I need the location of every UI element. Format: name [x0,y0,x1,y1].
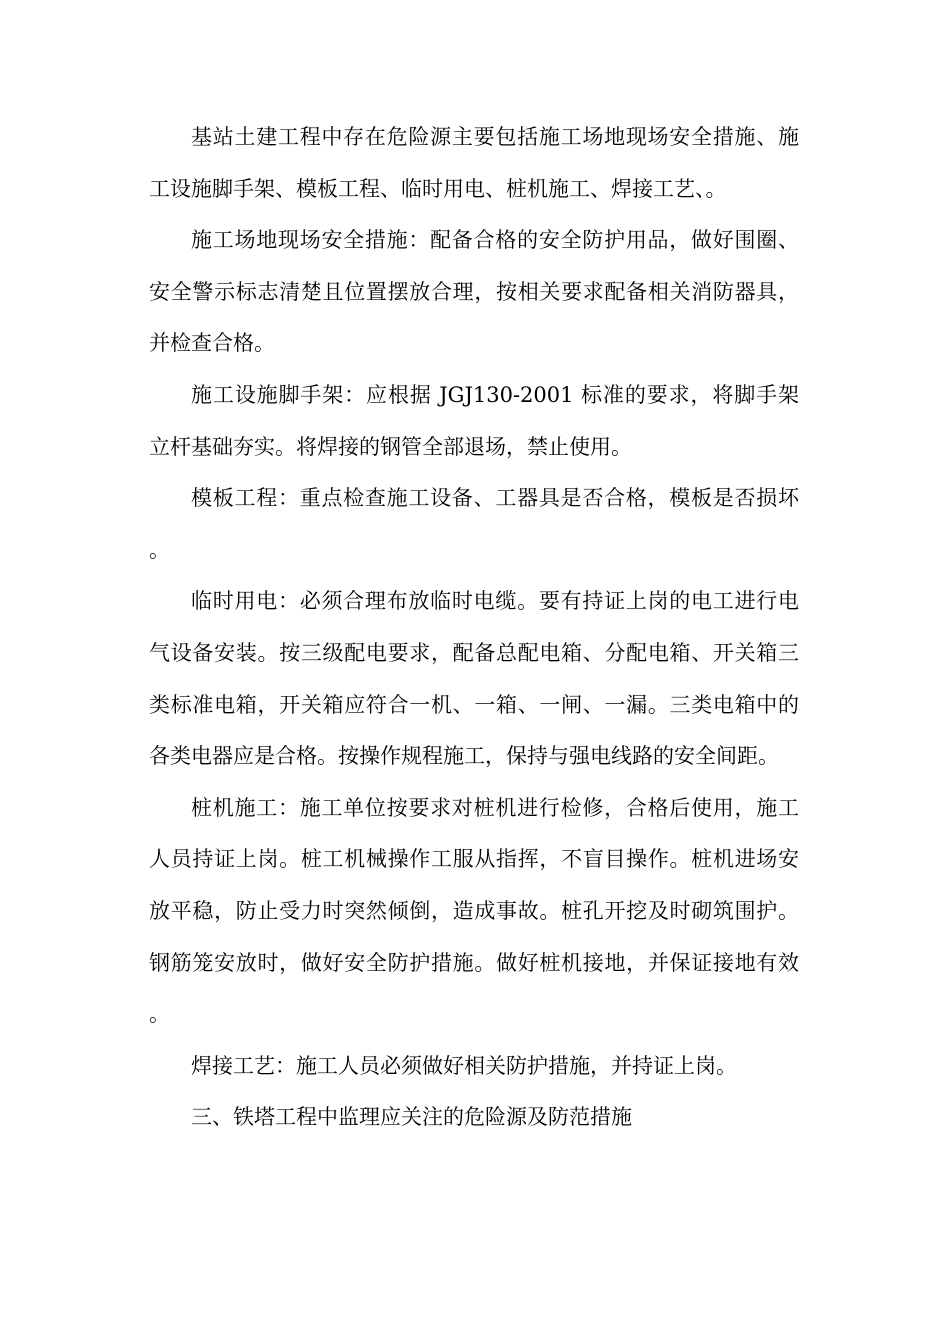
document-body [149,112,799,1144]
paragraph-site-safety: 施工场地现场安全措施：配备合格的安全防护用品，做好围圈、安全警示标志清楚且位置摆放合理，按相关要求配备相关消防器具，并检查合格。 [149,228,799,356]
paragraph-pile-driver: 桩机施工：施工单位按要求对桩机进行检修，合格后使用，施工人员持证上岗。桩工机械操作工服从指挥，不盲目操作。桩机进场安放平稳，防止受力时突然倾倒，造成事故。桩孔开挖及时砌筑围护。钢筋笼安放时，做好安全防护措施。做好桩机接地，并保证接地有效。 [149,795,799,1027]
paragraph-temporary-power: 临时用电：必须合理布放临时电缆。要有持证上岗的电工进行电气设备安装。按三级配电要求，配备总配电箱、分配电箱、开关箱三类标准电箱，开关箱应符合一机、一箱、一闸、一漏。三类电箱中的各类电器应是合格。按操作规程施工，保持与强电线路的安全间距。 [149,589,799,769]
paragraph-scaffolding: 施工设施脚手架：应根据 JGJ130-2001 标准的要求，将脚手架立杆基础夯实。将焊接的钢管全部退场，禁止使用。 [149,382,799,459]
section-heading-tower: 三、铁塔工程中监理应关注的危险源及防范措施 [191,1105,632,1130]
paragraph-formwork: 模板工程：重点检查施工设备、工器具是否合格，模板是否损坏。 [149,486,799,562]
paragraph-intro: 基站土建工程中存在危险源主要包括施工场地现场安全措施、施工设施脚手架、模板工程、临时用电、桩机施工、焊接工艺、。 [149,125,799,201]
paragraph-welding: 焊接工艺：施工人员必须做好相关防护措施，并持证上岗。 [191,1053,737,1078]
